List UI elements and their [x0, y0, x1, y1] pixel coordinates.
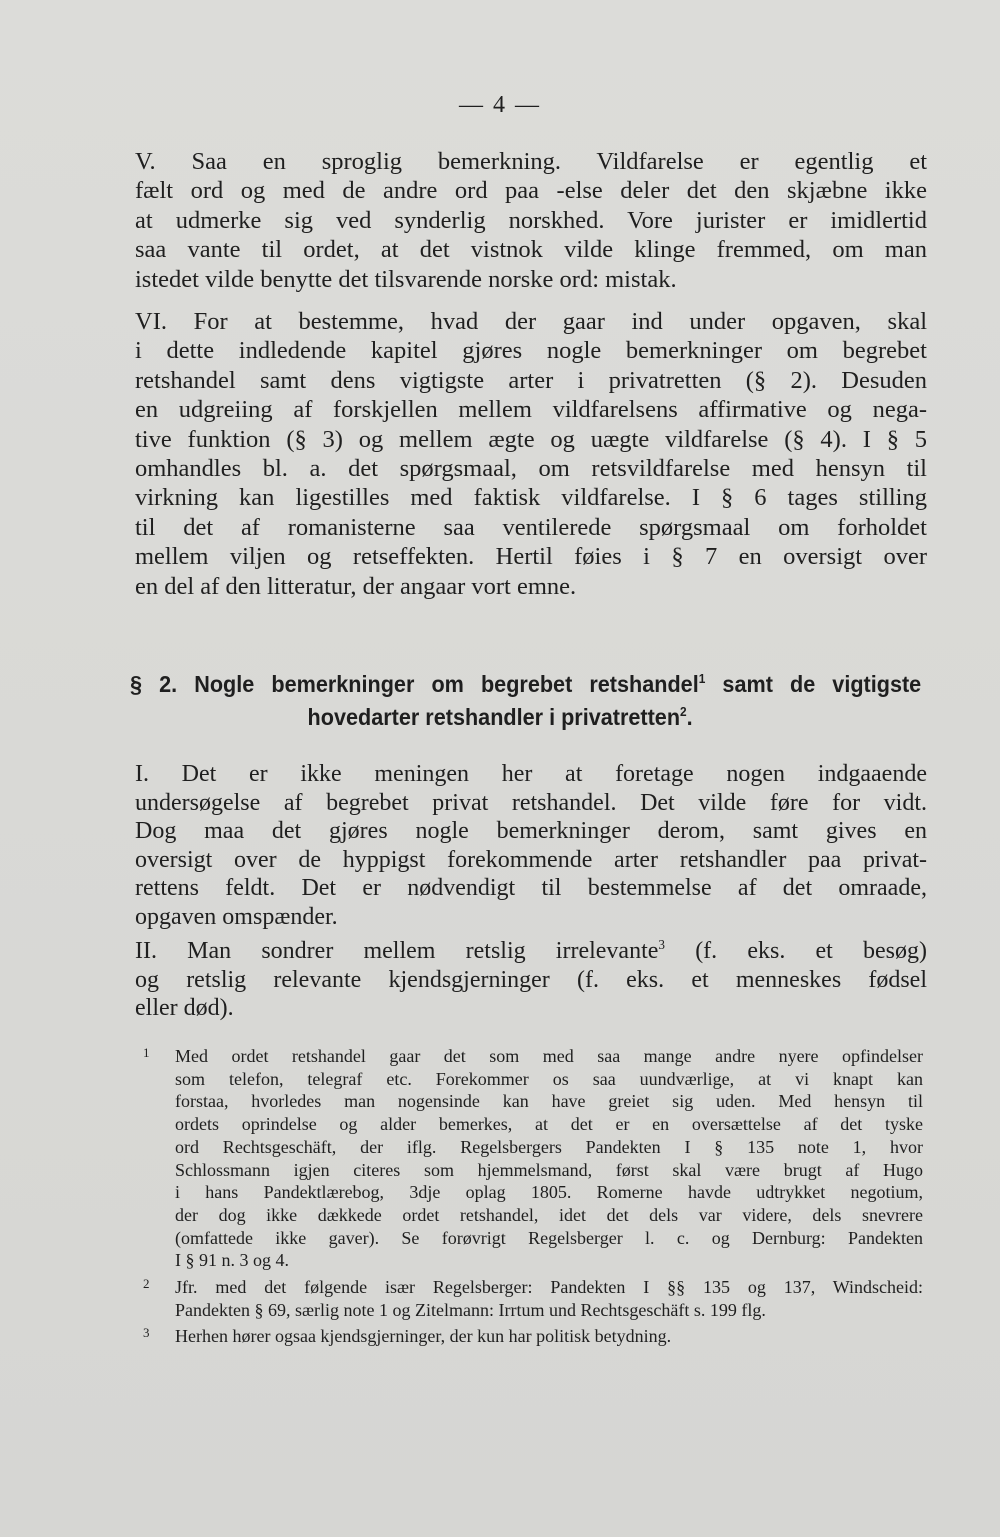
- text-line: opgaven omspænder.: [135, 903, 338, 930]
- text-line: eller død).: [135, 995, 234, 1021]
- text-line: V. Saa en sproglig bemerkning. Vildfarelse er egentlig et: [135, 148, 927, 175]
- footnote-ref: 3: [658, 937, 666, 952]
- text-line: saa vante til ordet, at det vistnok vilde klinge fremmed, om man: [135, 236, 927, 264]
- footnote-line: i hans Pandektlærebog, 3dje oplag 1805. Romerne havde udtrykket negotium,: [175, 1182, 923, 1203]
- heading-text: § 2. Nogle bemerkninger om begrebet retshandel: [130, 671, 699, 697]
- text-line: rettens feldt. Det er nødvendigt til bestemmelse af det omraade,: [135, 875, 927, 901]
- footnote-line: Schlossmann igjen citeres som hjemmelsmand, først skal være brugt af Hugo: [175, 1159, 923, 1180]
- footnotes: [143, 1045, 923, 1352]
- paragraph-ii: [135, 937, 927, 1023]
- text-line: fælt ord og med de andre ord paa -else deler det den skjæbne ikke: [135, 177, 927, 205]
- footnote-2: [143, 1276, 923, 1321]
- footnote-ref: 1: [698, 671, 706, 687]
- text-line: VI. For at bestemme, hvad der gaar ind under opgaven, skal: [135, 308, 927, 335]
- footnote-line: Herhen hører ogsaa kjendsgjerninger, der kun har politisk betydning.: [175, 1326, 672, 1347]
- text-line: en del af den litteratur, der angaar vort emne.: [135, 572, 577, 600]
- text-line: [135, 937, 927, 966]
- paragraph-vi: [135, 307, 927, 601]
- text-segment: (f. eks. et besøg): [665, 938, 928, 964]
- heading-text: .: [686, 704, 693, 730]
- text-line: til det af romanisterne saa ventilerede spørgsmaal om forholdet: [135, 513, 927, 541]
- footnote-mark: 1: [143, 1045, 150, 1060]
- footnote-mark: 2: [143, 1276, 150, 1292]
- footnote-line: (omfattede ikke gaver). Se forøvrigt Regelsberger l. c. og Dernburg: Pandekten: [175, 1227, 923, 1248]
- footnote-line: der dog ikke dækkede ordet retshandel, idet det dels var videre, dels snevrere: [175, 1204, 923, 1225]
- text-line: tive funktion (§ 3) og mellem ægte og uægte vildfarelse (§ 4). I § 5: [135, 425, 927, 453]
- footnote-line: ordets oprindelse og alder bemerkes, at det er en oversættelse af det tyske: [175, 1114, 923, 1135]
- text-line: virkning kan ligestilles med faktisk vildfarelse. I § 6 tages stilling: [135, 484, 927, 512]
- footnote-ref: 2: [680, 704, 687, 720]
- heading-line-2: [130, 701, 866, 734]
- text-line: mellem viljen og retseffekten. Hertil føies i § 7 en oversigt over: [135, 543, 927, 571]
- footnote-mark: 3: [143, 1325, 150, 1341]
- footnote-line: I § 91 n. 3 og 4.: [175, 1250, 289, 1271]
- text-line: oversigt over de hyppigst forekommende arter retshandler paa privat-: [135, 846, 927, 873]
- text-line: istedet vilde benytte det tilsvarende norske ord: mistak.: [135, 265, 677, 293]
- text-line: og retslig relevante kjendsgjerninger (f. eks. et menneskes fødsel: [135, 966, 927, 993]
- page-number: — 4 —: [459, 92, 541, 118]
- heading-text: samt de vigtigste: [705, 671, 922, 697]
- text-line: Dog maa det gjøres nogle bemerkninger derom, samt gives en: [135, 818, 927, 844]
- footnote-line: Jfr. med det følgende især Regelsberger: Pandekten I §§ 135 og 137, Windscheid:: [175, 1277, 923, 1298]
- footnote-line: som telefon, telegraf etc. Forekommer os saa uundværlige, at vi knapt kan: [175, 1068, 923, 1089]
- text-line: i dette indledende kapitel gjøres nogle bemerkninger om begrebet: [135, 337, 927, 365]
- footnote-line: Pandekten § 69, særlig note 1 og Zitelmann: Irrtum und Rechtsgeschäft s. 199 flg.: [175, 1299, 766, 1320]
- text-line: en udgreiing af forskjellen mellem vildfarelsens affirmative og nega-: [135, 396, 927, 424]
- paragraph-i: [135, 760, 927, 931]
- footnote-3: [143, 1325, 923, 1348]
- text-line: undersøgelse af begrebet privat retshandel. Det vilde føre for vidt.: [135, 789, 927, 816]
- heading-line-1: [130, 668, 921, 701]
- text-line: at udmerke sig ved synderlig norskhed. Vore jurister er imidlertid: [135, 206, 927, 234]
- text-line: retshandel samt dens vigtigste arter i privatretten (§ 2). Desuden: [135, 366, 927, 394]
- text-line: I. Det er ikke meningen her at foretage nogen indgaaende: [135, 761, 927, 787]
- paragraph-v: [135, 147, 927, 294]
- footnote-1: [143, 1045, 923, 1272]
- text-segment: II. Man sondrer mellem retslig irrelevante: [135, 938, 659, 964]
- section-heading: [130, 668, 922, 734]
- footnote-line: Med ordet retshandel gaar det som med saa mange andre nyere opfindelser: [175, 1046, 923, 1066]
- footnote-line: ord Rechtsgeschäft, der iflg. Regelsbergers Pandekten I § 135 note 1, hvor: [175, 1136, 923, 1157]
- text-line: omhandles bl. a. det spørgsmaal, om retsvildfarelse med hensyn til: [135, 455, 927, 483]
- footnote-line: forstaa, hvorledes man nogensinde kan have greiet sig uden. Med hensyn til: [175, 1091, 923, 1112]
- heading-text: hovedarter retshandler i privatretten: [307, 704, 681, 730]
